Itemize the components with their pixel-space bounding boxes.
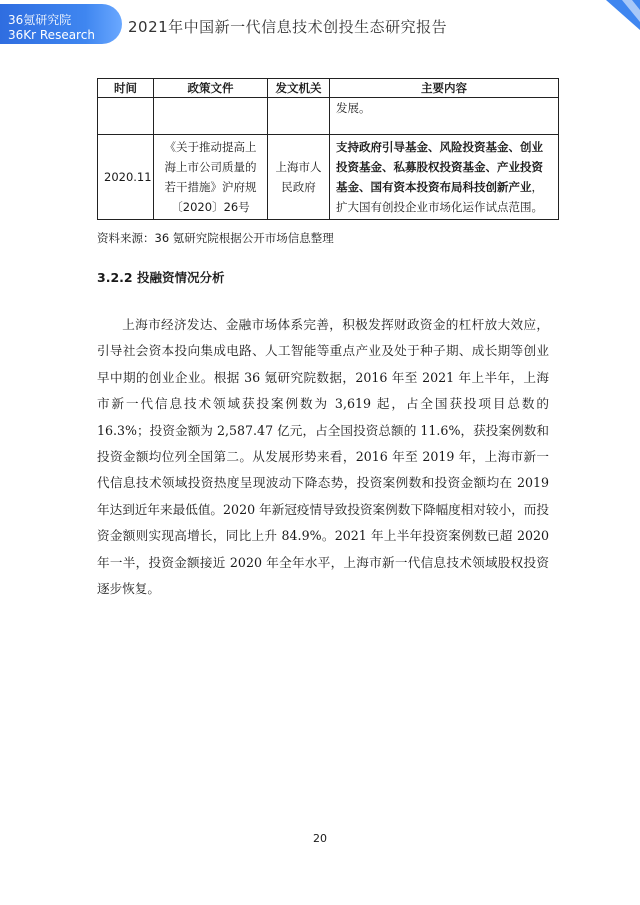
cell-time: 2020.11 [98,135,154,220]
body-paragraph: 上海市经济发达、金融市场体系完善，积极发挥财政资金的杠杆放大效应，引导社会资本投向集成电路、人工智能等重点产业及处于种子期、成长期等创业早中期的创业企业。根据 36 氪研究院数据，2016 年至 2021 年上半年，上海市新一代信息技术领域获投案例数为 3,619 起，占全国获投项目总数的 16.3%；投资金额为 2,587.47 亿元，占全国投资总额的 11.6%，获投案例数和投资金额均位列全国第二。从发展形势来看，2016 年至 2019 年，上海市新一代信息技术领域投资热度呈现波动下降态势，投资案例数和投资金额均在 2019 年达到近年来最低值。2020 年新冠疫情导致投资案例数下降幅度相对较小，而投资金额则实现高增长，同比上升 84.9%。2021 年上半年投资案例数已超 2020 年一半，投资金额接近 2020 年全年水平，上海市新一代信息技术领域股权投资逐步恢复。 [97,317,549,597]
content-text: 发展。 [336,101,371,115]
brand-logo-badge [0,4,122,44]
column-header-content: 主要内容 [330,79,559,98]
content-text: ，扩大国有创投企业市场化运作试点范围。 [336,180,543,214]
content-bold-text: 支持政府引导基金、风险投资基金、创业投资基金、私募股权投资基金、产业投资基金、国有资本投资布局科技创新产业 [336,140,543,194]
brand-name-cn: 36氪研究院 [8,13,72,27]
cell-document: 《关于推动提高上海上市公司质量的若干措施》沪府规〔2020〕26号 [154,135,268,220]
cell-agency [268,98,330,135]
page-number: 20 [313,832,327,845]
cell-content [330,98,559,135]
brand-name-en: 36Kr Research [8,28,95,42]
cell-agency: 上海市人民政府 [268,135,330,220]
document-header-title: 2021年中国新一代信息技术创投生态研究报告 [128,18,448,36]
cell-content [330,135,559,220]
section-heading: 3.2.2 投融资情况分析 [97,270,225,285]
table-header-row [98,79,559,98]
column-header-agency: 发文机关 [268,79,330,98]
column-header-document: 政策文件 [154,79,268,98]
column-header-time: 时间 [98,79,154,98]
policy-table [97,78,559,220]
cell-document [154,98,268,135]
cell-time [98,98,154,135]
source-note: 资料来源：36 氪研究院根据公开市场信息整理 [97,231,334,245]
table-row [98,98,559,135]
corner-stripes-icon [592,0,640,48]
table-row [98,135,559,220]
